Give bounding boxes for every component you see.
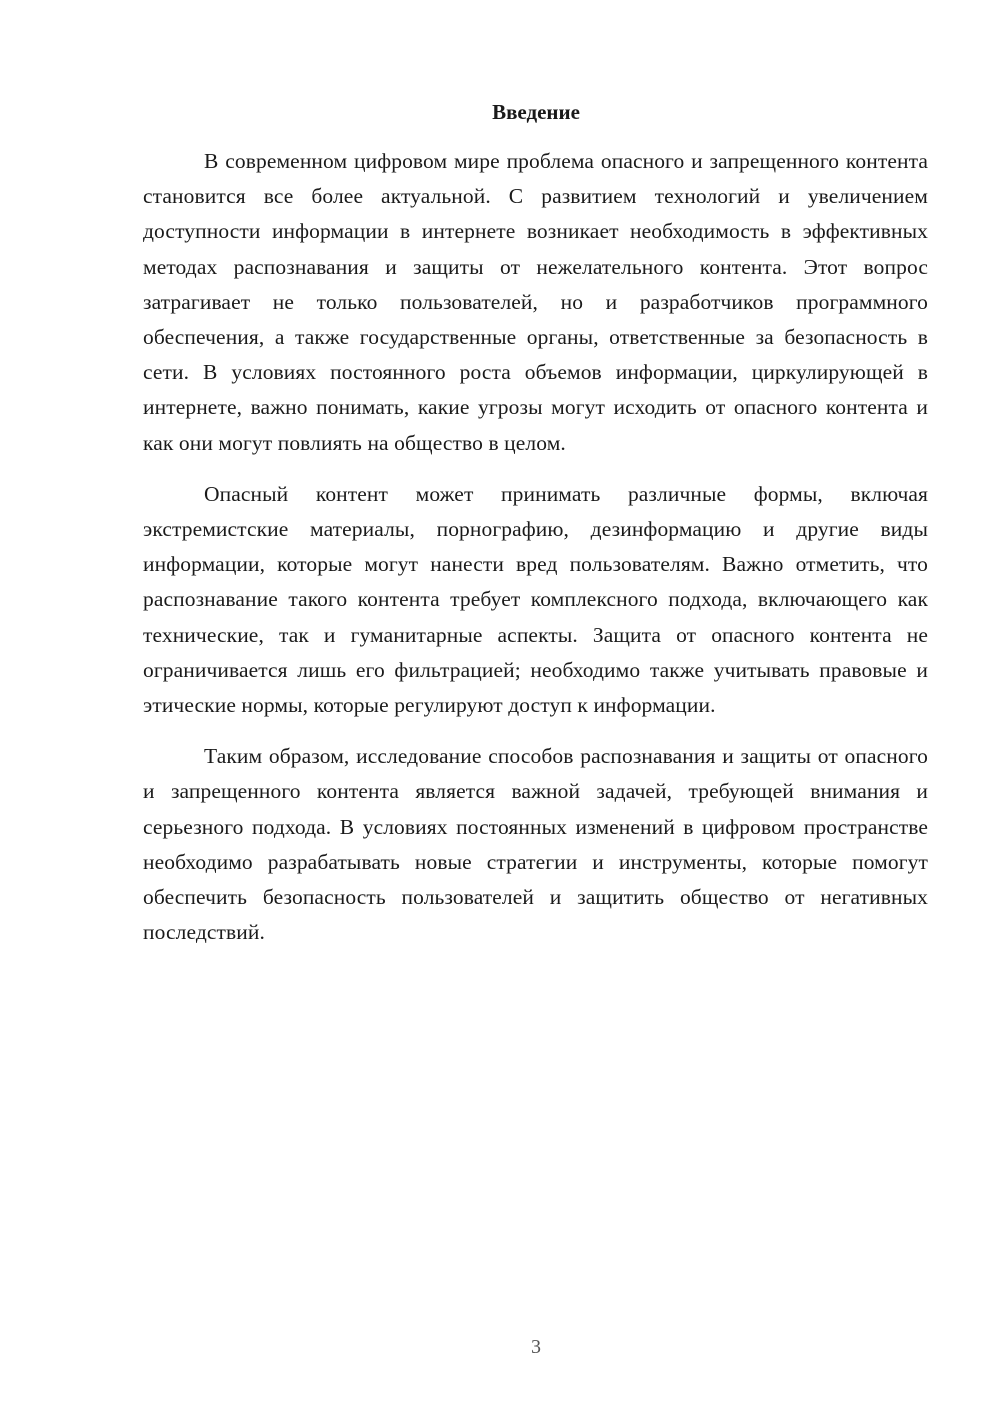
- paragraph-3: Таким образом, исследование способов распознавания и защиты от опасного и запрещенного контента является важной задачей, требующей внимания и серьезного подхода. В условиях постоянных изменений в цифровом пространстве необходимо разрабатывать новые стратегии и инструменты, которые помогут обеспечить безопасность пользователей и защитить общество от негативных последствий.: [143, 744, 928, 945]
- section-title: Введение: [492, 100, 580, 124]
- paragraph-1: В современном цифровом мире проблема опасного и запрещенного контента становится все более актуальной. С развитием технологий и увеличением доступности информации в интернете возникает необходимость в эффективных методах распознавания и защиты от нежелательного контента. Этот вопрос затрагивает не только пользователей, но и разработчиков программного обеспечения, а также государственные органы, ответственные за безопасность в сети. В условиях постоянного роста объемов информации, циркулирующей в интернете, важно понимать, какие угрозы могут исходить от опасного контента и как они могут повлиять на общество в целом.: [143, 149, 928, 455]
- paragraph-2: Опасный контент может принимать различные формы, включая экстремистские материалы, порнографию, дезинформацию и другие виды информации, которые могут нанести вред пользователям. Важно отметить, что распознавание такого контента требует комплексного подхода, включающего как технические, так и гуманитарные аспекты. Защита от опасного контента не ограничивается лишь его фильтрацией; необходимо также учитывать правовые и этические нормы, которые регулируют доступ к информации.: [143, 481, 928, 718]
- document-body: [143, 144, 928, 950]
- page-number: 3: [531, 1336, 541, 1358]
